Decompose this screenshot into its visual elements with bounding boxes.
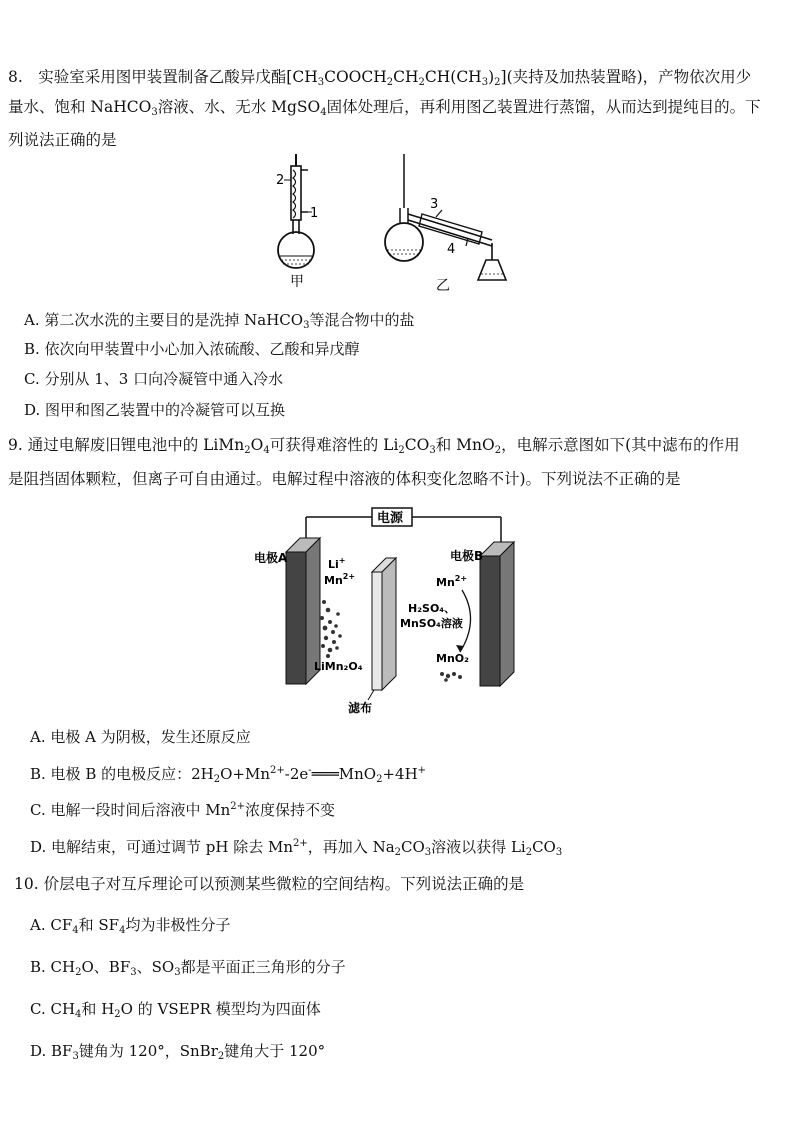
svg-text:3: 3 [430, 197, 439, 212]
q8-stem-line3: 列说法正确的是 [8, 131, 117, 149]
svg-text:4: 4 [447, 242, 456, 257]
svg-text:LiMn₂O₄: LiMn₂O₄ [314, 660, 363, 673]
q8-option-b[interactable]: B. 依次向甲装置中小心加入浓硫酸、乙酸和异戊醇 [24, 340, 360, 358]
svg-text:MnO₂: MnO₂ [436, 652, 469, 665]
svg-text:电源: 电源 [377, 511, 404, 526]
limn2o4-particles [320, 600, 342, 658]
q9-option-b[interactable]: B. 电极 B 的电极反应：$2H_2O+Mn^{2+}-2e^-═══MnO_2+4H^+$ [30, 765, 427, 785]
q9-option-d[interactable]: D. 电解结束，可通过调节 pH 除去 $Mn^{2+}$，再加入 $Na_2CO_3$溶液以获得 $Li_2CO_3$ [30, 838, 563, 858]
q9-electrolysis-figure [250, 502, 540, 717]
svg-text:MnSO₄溶液: MnSO₄溶液 [400, 617, 463, 630]
q10-stem: 10. 价层电子对互斥理论可以预测某些微粒的空间结构。下列说法正确的是 [14, 875, 525, 893]
apparatus-yi [385, 154, 506, 294]
apparatus-jia [276, 154, 318, 290]
svg-text:H₂SO₄、: H₂SO₄、 [408, 602, 456, 615]
svg-text:Mn2+: $Mn^{2+}$ [436, 574, 468, 589]
q10-option-a[interactable]: A. $CF_4$和 $SF_4$均为非极性分子 [30, 916, 231, 936]
q9-option-a[interactable]: A. 电极 A 为阴极，发生还原反应 [30, 728, 251, 746]
q8-option-c[interactable]: C. 分别从 1、3 口向冷凝管中通入冷水 [24, 370, 284, 388]
svg-text:滤布: 滤布 [348, 701, 373, 715]
electrode-b [480, 542, 514, 686]
q8-apparatus-figure [260, 150, 510, 295]
svg-text:电极B: 电极B [450, 549, 484, 563]
svg-text:乙: 乙 [436, 278, 450, 294]
q8-stem-line2: 量水、饱和 NaHCO$_3$溶液、水、无水 MgSO$_4$固体处理后，再利用图乙装置进行蒸馏，从而达到提纯目的。下 [8, 98, 761, 118]
svg-text:甲: 甲 [290, 274, 304, 290]
q8-option-d[interactable]: D. 图甲和图乙装置中的冷凝管可以互换 [24, 401, 286, 419]
svg-text:1: 1 [310, 206, 319, 221]
svg-text:2: 2 [276, 173, 285, 188]
q9-option-c[interactable]: C. 电解一段时间后溶液中 $Mn^{2+}$浓度保持不变 [30, 801, 336, 819]
filter-cloth [368, 558, 396, 700]
svg-text:Mn2+: $Mn^{2+}$ [324, 572, 356, 587]
svg-text:电极A: 电极A [254, 551, 288, 565]
q9-stem-line1: 9. 通过电解废旧锂电池中的 $LiMn_2O_4$可获得难溶性的 $Li_2CO_3$和 MnO$_2$，电解示意图如下(其中滤布的作用 [8, 436, 740, 456]
q8-stem-line1: 8. 实验室采用图甲装置制备乙酸异戊酯$[CH_3COOCH_2CH_2CH(CH_3)_2]$(夹持及加热装置略)，产物依次用少 [8, 68, 752, 88]
q9-stem-line2: 是阻挡固体颗粒，但离子可自由通过。电解过程中溶液的体积变化忽略不计)。下列说法不正确的是 [8, 470, 681, 488]
q10-option-c[interactable]: C. $CH_4$和 $H_2O$ 的 VSEPR 模型均为四面体 [30, 1000, 321, 1020]
q10-option-b[interactable]: B. $CH_2O$、$BF_3$、$SO_3$都是平面正三角形的分子 [30, 958, 346, 978]
q10-option-d[interactable]: D. $BF_3$键角为 120°，SnBr$_2$键角大于 120° [30, 1042, 326, 1062]
mno2-particles [440, 672, 462, 682]
svg-text:Li+: Li+ [328, 556, 346, 571]
q8-option-a[interactable]: A. 第二次水洗的主要目的是洗掉 NaHCO$_3$等混合物中的盐 [24, 311, 415, 331]
